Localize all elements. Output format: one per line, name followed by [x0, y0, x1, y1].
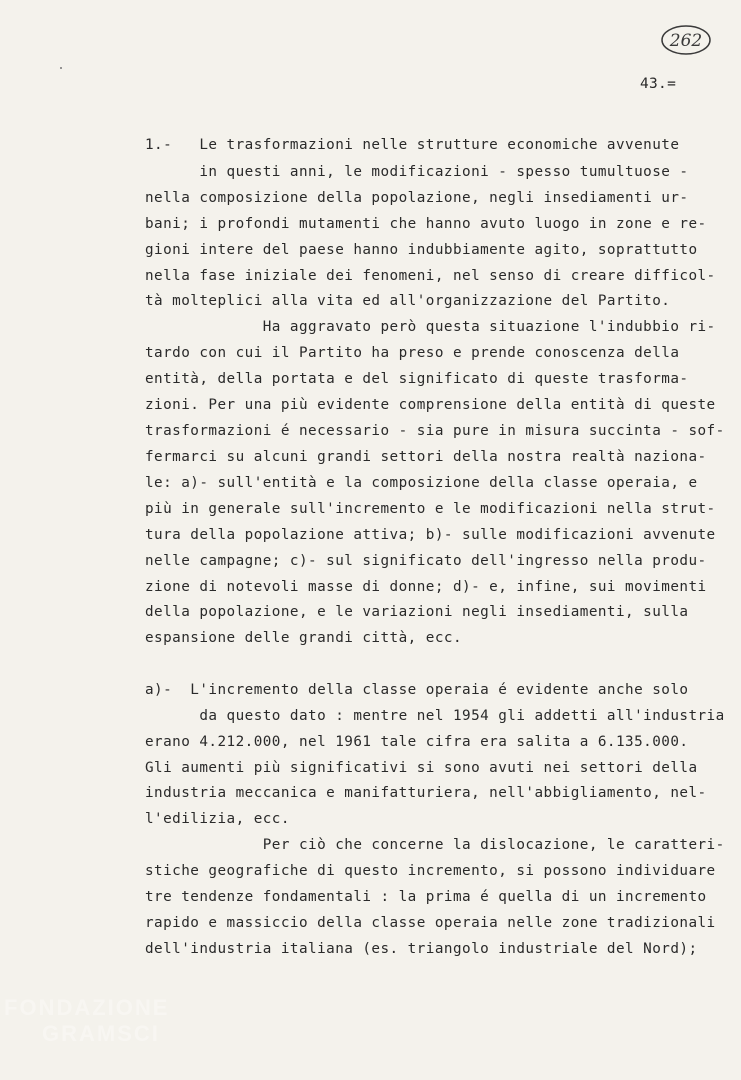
- text-line: tura della popolazione attiva; b)- sulle modificazioni avvenute: [145, 527, 716, 543]
- text-line: da questo dato : mentre nel 1954 gli addetti all'industria: [145, 708, 725, 724]
- text-line: nella fase iniziale dei fenomeni, nel senso di creare difficol-: [145, 268, 716, 284]
- text-line: nelle campagne; c)- sul significato dell'ingresso nella produ-: [145, 553, 707, 569]
- text-line: Gli aumenti più significativi si sono avuti nei settori della: [145, 760, 698, 776]
- page-number: 43.=: [640, 76, 677, 92]
- text-line: industria meccanica e manifatturiera, nell'abbigliamento, nel-: [145, 785, 707, 801]
- text-line: della popolazione, e le variazioni negli insediamenti, sulla: [145, 604, 689, 620]
- text-line: erano 4.212.000, nel 1961 tale cifra era salita a 6.135.000.: [145, 734, 689, 750]
- text-line: nella composizione della popolazione, negli insediamenti ur-: [145, 190, 689, 206]
- text-line: più in generale sull'incremento e le modificazioni nella strut-: [145, 501, 716, 517]
- text-line: rapido e massiccio della classe operaia nelle zone tradizionali: [145, 915, 716, 931]
- text-line: zione di notevoli masse di donne; d)- e, infine, sui movimenti: [145, 579, 707, 595]
- text-line: tre tendenze fondamentali : la prima é quella di un incremento: [145, 889, 707, 905]
- text-line: a)- L'incremento della classe operaia é evidente anche solo: [145, 682, 689, 698]
- text-line: entità, della portata e del significato di queste trasforma-: [145, 371, 689, 387]
- stamp-number: 262: [669, 31, 703, 51]
- text-line: Per ciò che concerne la dislocazione, le caratteri-: [145, 837, 725, 853]
- stamp-oval: [659, 23, 713, 57]
- text-line: dell'industria italiana (es. triangolo industriale del Nord);: [145, 941, 698, 957]
- text-line: gioni intere del paese hanno indubbiamente agito, soprattutto: [145, 242, 698, 258]
- text-line: fermarci su alcuni grandi settori della nostra realtà naziona-: [145, 449, 707, 465]
- paper-speck: [60, 67, 62, 69]
- text-line: bani; i profondi mutamenti che hanno avuto luogo in zone e re-: [145, 216, 707, 232]
- text-line: stiche geografiche di questo incremento, si possono individuare: [145, 863, 716, 879]
- text-line: le: a)- sull'entità e la composizione della classe operaia, e: [145, 475, 698, 491]
- text-line: zioni. Per una più evidente comprensione della entità di queste: [145, 397, 716, 413]
- text-line: trasformazioni é necessario - sia pure in misura succinta - sof-: [145, 423, 725, 439]
- watermark-line: FONDAZIONE: [4, 995, 170, 1020]
- text-line: tardo con cui il Partito ha preso e prende conoscenza della: [145, 345, 680, 361]
- text-line: tà molteplici alla vita ed all'organizzazione del Partito.: [145, 293, 671, 309]
- text-line: l'edilizia, ecc.: [145, 811, 290, 827]
- watermark-logo: [4, 995, 194, 1070]
- text-line: Ha aggravato però questa situazione l'indubbio ri-: [145, 319, 716, 335]
- text-line: espansione delle grandi città, ecc.: [145, 630, 463, 646]
- text-line: in questi anni, le modificazioni - spesso tumultuose -: [145, 164, 689, 180]
- archive-stamp: [659, 23, 713, 57]
- watermark-line: GRAMSCI: [42, 1021, 160, 1046]
- text-line: 1.- Le trasformazioni nelle strutture economiche avvenute: [145, 137, 680, 153]
